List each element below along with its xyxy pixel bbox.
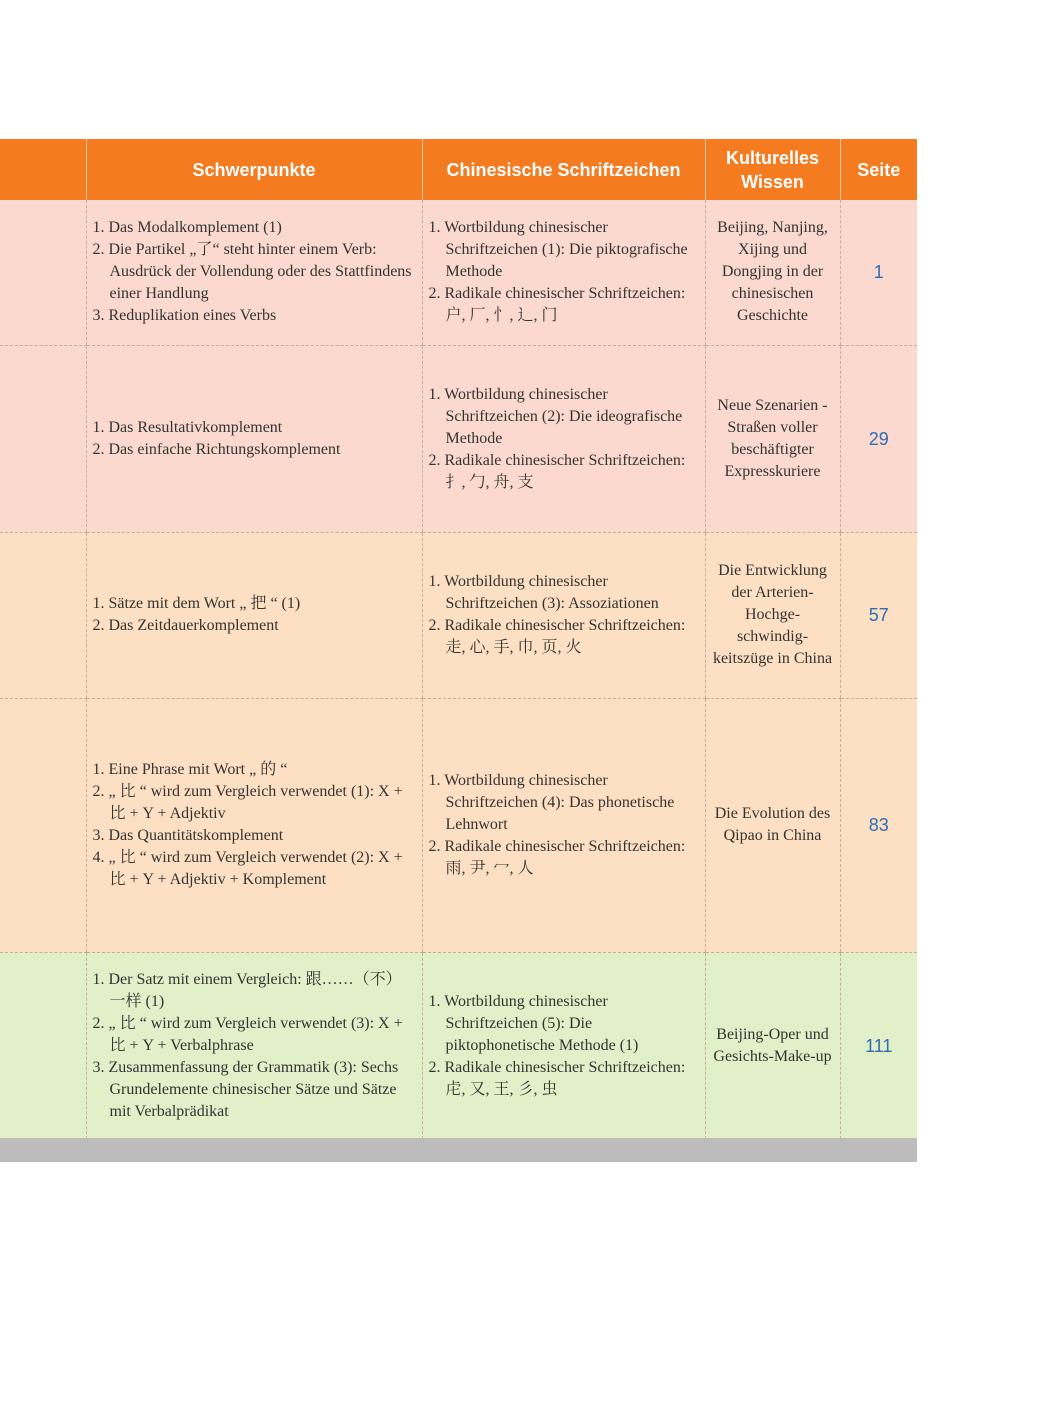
- table-row: [0, 952, 917, 1139]
- row-label-cell: [0, 345, 86, 532]
- schriftzeichen-cell: [422, 532, 705, 698]
- page-number[interactable]: 57: [840, 532, 917, 698]
- list-item: 1. Wortbildung chinesischer Schriftzeichen (1): Die piktografische Methode: [428, 219, 688, 281]
- list-item: 1. Eine Phrase mit Wort „ 的 “: [92, 761, 288, 778]
- list-item: 4. „ 比 “ wird zum Vergleich verwendet (2): X + 比 + Y + Adjektiv + Komplement: [92, 849, 403, 888]
- list-item: 2. „ 比 “ wird zum Vergleich verwendet (1): X + 比 + Y + Adjektiv: [92, 783, 403, 822]
- list-item: 1. Wortbildung chinesischer Schriftzeichen (4): Das phonetische Lehnwort: [428, 772, 675, 833]
- schriftzeichen-cell: [422, 200, 705, 345]
- list-item: 2. „ 比 “ wird zum Vergleich verwendet (3): X + 比 + Y + Verbalphrase: [92, 1014, 403, 1054]
- list-item: 3. Das Quantitätskomplement: [92, 827, 284, 844]
- kultur-cell: Beijing, Nanjing, Xijing und Dongjing in der chinesischen Geschichte: [705, 200, 840, 345]
- kultur-cell: Die Entwicklung der Arterien-Hochge-schwindig-keitszüge in China: [705, 532, 840, 698]
- schwerpunkte-cell: [86, 200, 422, 345]
- schwerpunkte-cell: [86, 952, 422, 1139]
- schriftzeichen-cell: [422, 345, 705, 532]
- header-blank: [0, 139, 86, 200]
- schwerpunkte-cell: [86, 698, 422, 952]
- list-item: 2. Radikale chinesischer Schriftzeichen: 雨, 尹, 冖, 人: [428, 838, 686, 877]
- list-item: 2. Radikale chinesischer Schriftzeichen: 走, 心, 手, 巾, 页, 火: [428, 617, 686, 656]
- list-item: 2. Das Zeitdauerkomplement: [92, 617, 279, 634]
- header-kultur: Kulturelles Wissen: [705, 139, 840, 200]
- table-row: [0, 200, 917, 345]
- page-number[interactable]: 1: [840, 200, 917, 345]
- header-schriftzeichen: Chinesische Schriftzeichen: [422, 139, 705, 200]
- list-item: 1. Der Satz mit einem Vergleich: 跟……（不）一样 (1): [92, 970, 402, 1010]
- list-item: 1. Wortbildung chinesischer Schriftzeichen (3): Assoziationen: [428, 573, 659, 612]
- list-item: 2. Die Partikel „了“ steht hinter einem Verb: Ausdrück der Vollendung oder des Stattfindens einer Handlung: [92, 241, 412, 303]
- table-of-contents: [0, 139, 917, 1140]
- row-label-cell: [0, 952, 86, 1139]
- kultur-cell: Neue Szenarien - Straßen voller beschäftigter Expresskuriere: [705, 345, 840, 532]
- list-item: 3. Reduplikation eines Verbs: [92, 307, 277, 325]
- list-item: 3. Zusammenfassung der Grammatik (3): Sechs Grundelemente chinesischer Sätze und Sätze mit Verbalprädikat: [92, 1058, 399, 1120]
- list-item: 1. Wortbildung chinesischer Schriftzeichen (5): Die piktophonetische Methode (1): [428, 992, 639, 1054]
- schriftzeichen-cell: [422, 698, 705, 952]
- table-row: [0, 345, 917, 532]
- header-schwerpunkte: Schwerpunkte: [86, 139, 422, 200]
- list-item: 1. Sätze mit dem Wort „ 把 “ (1): [92, 595, 301, 612]
- row-label-cell: [0, 698, 86, 952]
- list-item: 1. Das Resultativkomplement: [92, 418, 283, 436]
- header-seite: Seite: [840, 139, 917, 200]
- list-item: 2. Radikale chinesischer Schriftzeichen: 户, 厂, 忄, 辶, 门: [428, 285, 686, 325]
- table-row: [0, 532, 917, 698]
- row-label-cell: [0, 200, 86, 345]
- schriftzeichen-cell: [422, 952, 705, 1139]
- list-item: 2. Radikale chinesischer Schriftzeichen: 虍, 又, 王, 彡, 虫: [428, 1058, 686, 1098]
- list-item: 1. Wortbildung chinesischer Schriftzeichen (2): Die ideografische Methode: [428, 385, 683, 447]
- kultur-cell: Beijing-Oper und Gesichts-Make-up: [705, 952, 840, 1139]
- header-row: [0, 139, 917, 200]
- footer-bar: [0, 1138, 917, 1162]
- row-label-cell: [0, 532, 86, 698]
- list-item: 1. Das Modalkomplement (1): [92, 219, 282, 237]
- list-item: 2. Radikale chinesischer Schriftzeichen: 扌, 勹, 舟, 支: [428, 451, 686, 491]
- schwerpunkte-cell: [86, 532, 422, 698]
- kultur-cell: Die Evolution des Qipao in China: [705, 698, 840, 952]
- page-number[interactable]: 29: [840, 345, 917, 532]
- table-row: [0, 698, 917, 952]
- page-number[interactable]: 83: [840, 698, 917, 952]
- list-item: 2. Das einfache Richtungskomplement: [92, 440, 341, 458]
- page-number[interactable]: 111: [840, 952, 917, 1139]
- schwerpunkte-cell: [86, 345, 422, 532]
